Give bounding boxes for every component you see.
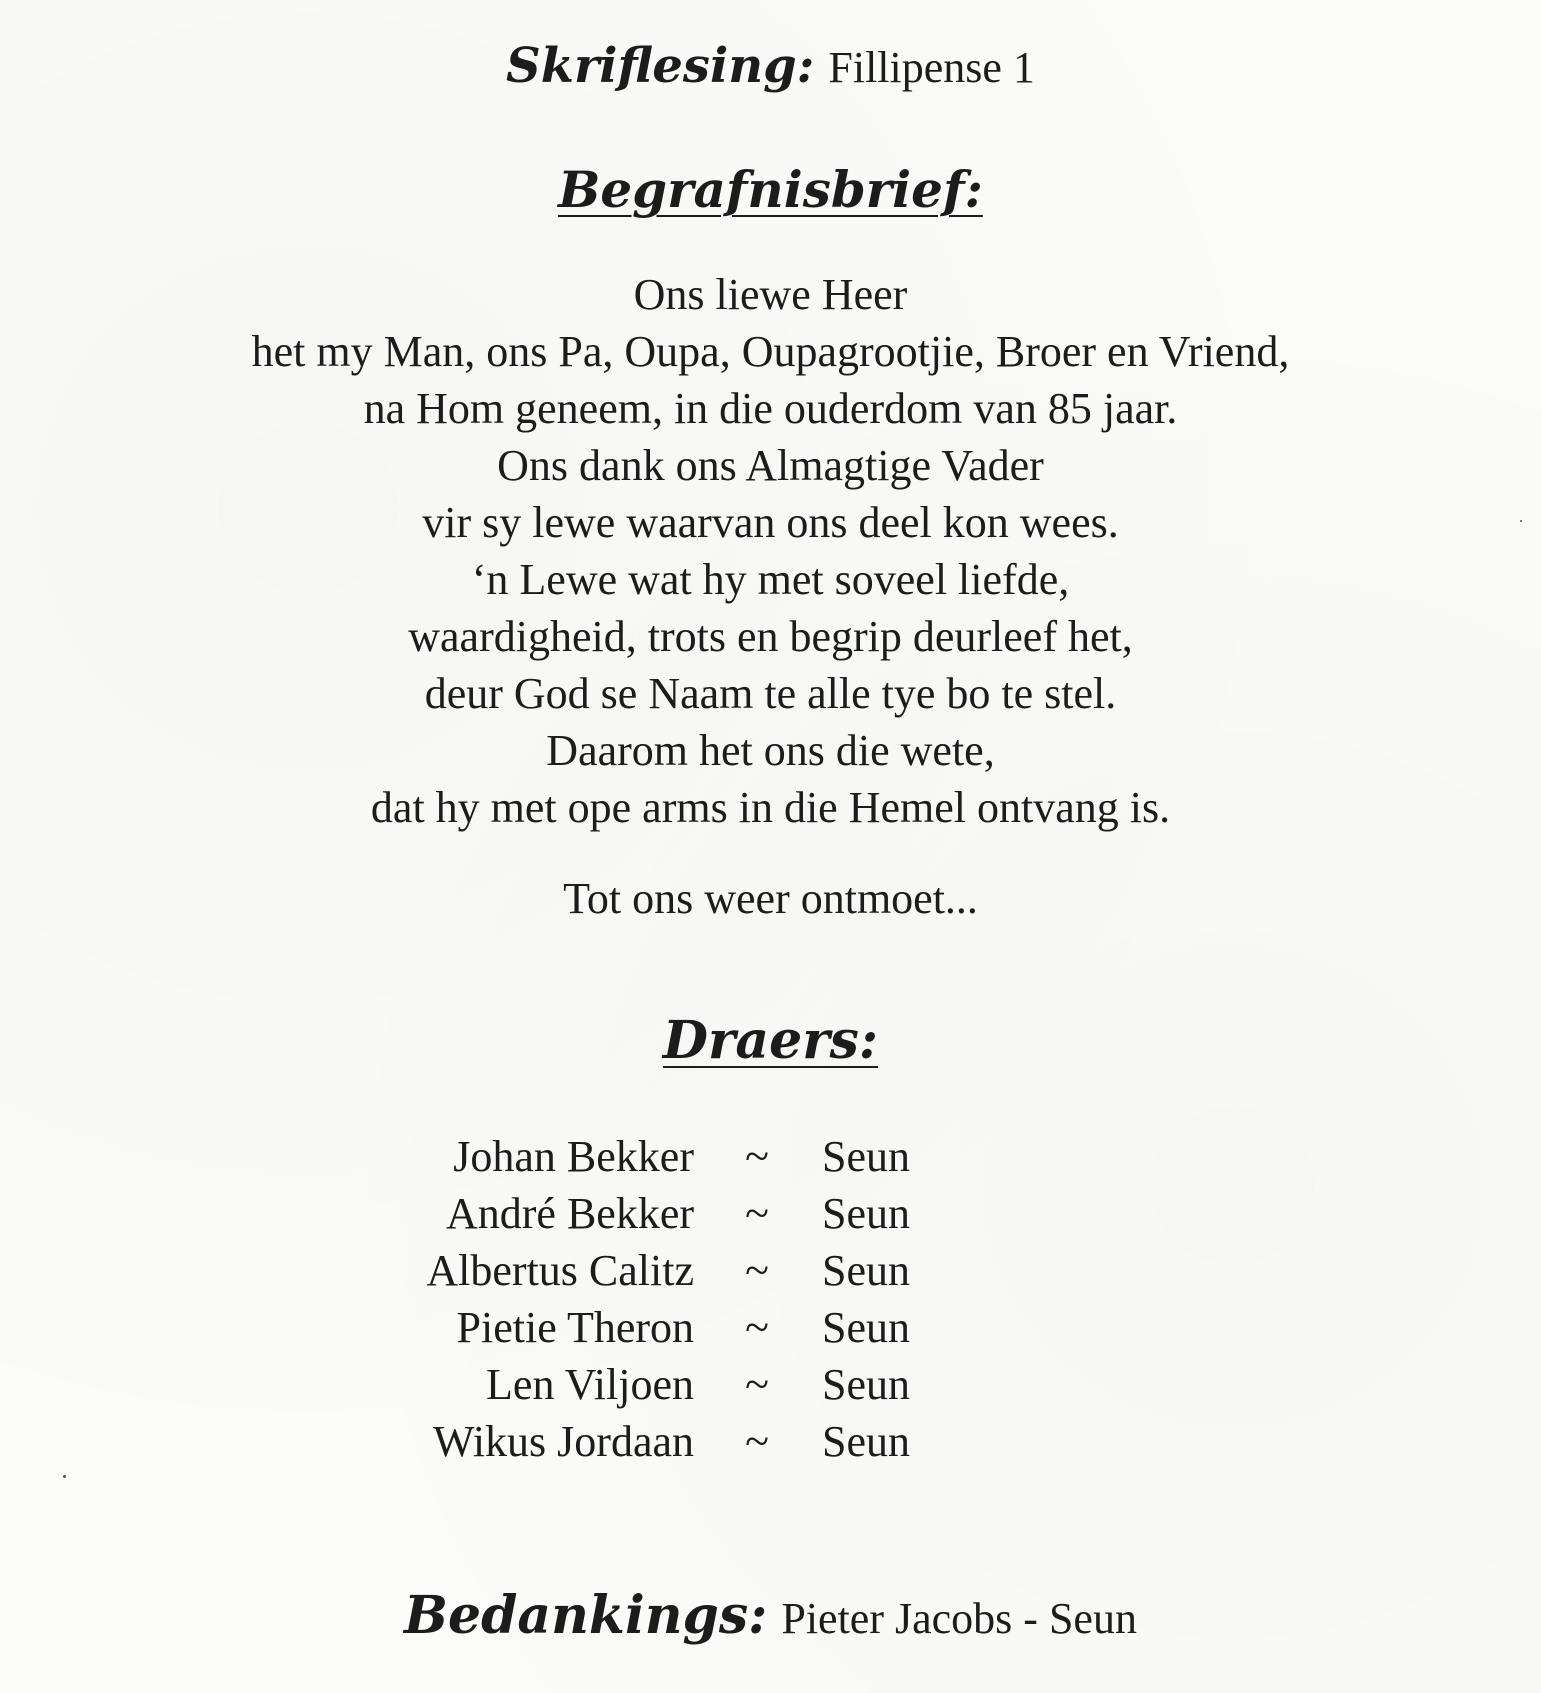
bearer-row [0,1185,1541,1242]
thanks-line [0,1585,1541,1646]
tilde-separator: ~ [745,1132,769,1181]
tilde-separator: ~ [745,1246,769,1295]
bearers-heading [0,1010,1541,1071]
bearer-relation: Seun [822,1246,910,1295]
bearer-name: Johan Bekker [453,1132,694,1181]
letter-line: Daarom het ons die wete, [546,726,995,775]
bearer-row [0,1128,1541,1185]
letter-closing: Tot ons weer ontmoet... [563,874,978,923]
thanks-label: Bedankings: [404,1585,768,1646]
bearer-relation: Seun [822,1303,910,1352]
bearer-relation: Seun [822,1360,910,1409]
bearer-name: Albertus Calitz [426,1246,694,1295]
paper-speck [63,1475,66,1478]
bearer-name: Pietie Theron [456,1303,694,1352]
funeral-letter-heading [0,160,1541,219]
bearer-row [0,1299,1541,1356]
bearer-row [0,1356,1541,1413]
letter-line: Ons dank ons Almagtige Vader [497,441,1044,490]
letter-line: Ons liewe Heer [633,270,908,319]
bearer-relation: Seun [822,1417,910,1466]
letter-line: ‘n Lewe wat hy met soveel liefde, [471,555,1070,604]
letter-line: waardigheid, trots en begrip deurleef het, [408,612,1133,661]
letter-line: dat hy met ope arms in die Hemel ontvang is. [370,783,1171,832]
tilde-separator: ~ [745,1303,769,1352]
bearer-name: Wikus Jordaan [433,1417,694,1466]
bearers-title: Draers: [662,1010,879,1071]
paper-speck [1520,520,1522,522]
bearers-list [0,1128,1541,1470]
bearer-relation: Seun [822,1189,910,1238]
bearer-name: Len Viljoen [486,1360,694,1409]
scripture-line [0,38,1541,94]
letter-line: vir sy lewe waarvan ons deel kon wees. [422,498,1119,547]
bearer-name: André Bekker [445,1189,694,1238]
funeral-letter-body [0,266,1541,836]
funeral-letter-title: Begrafnisbrief: [558,160,983,219]
thanks-person: Pieter Jacobs - Seun [781,1594,1137,1643]
letter-line: het my Man, ons Pa, Oupa, Oupagrootjie, Broer en Vriend, [251,327,1290,376]
scripture-label: Skriflesing: [506,38,815,94]
scripture-reference: Fillipense 1 [828,43,1035,92]
bearer-relation: Seun [822,1132,910,1181]
bearer-row [0,1242,1541,1299]
tilde-separator: ~ [745,1189,769,1238]
bearer-row [0,1413,1541,1470]
tilde-separator: ~ [745,1360,769,1409]
tilde-separator: ~ [745,1417,769,1466]
letter-line: na Hom geneem, in die ouderdom van 85 jaar. [363,384,1178,433]
letter-line: deur God se Naam te alle tye bo te stel. [424,669,1117,718]
